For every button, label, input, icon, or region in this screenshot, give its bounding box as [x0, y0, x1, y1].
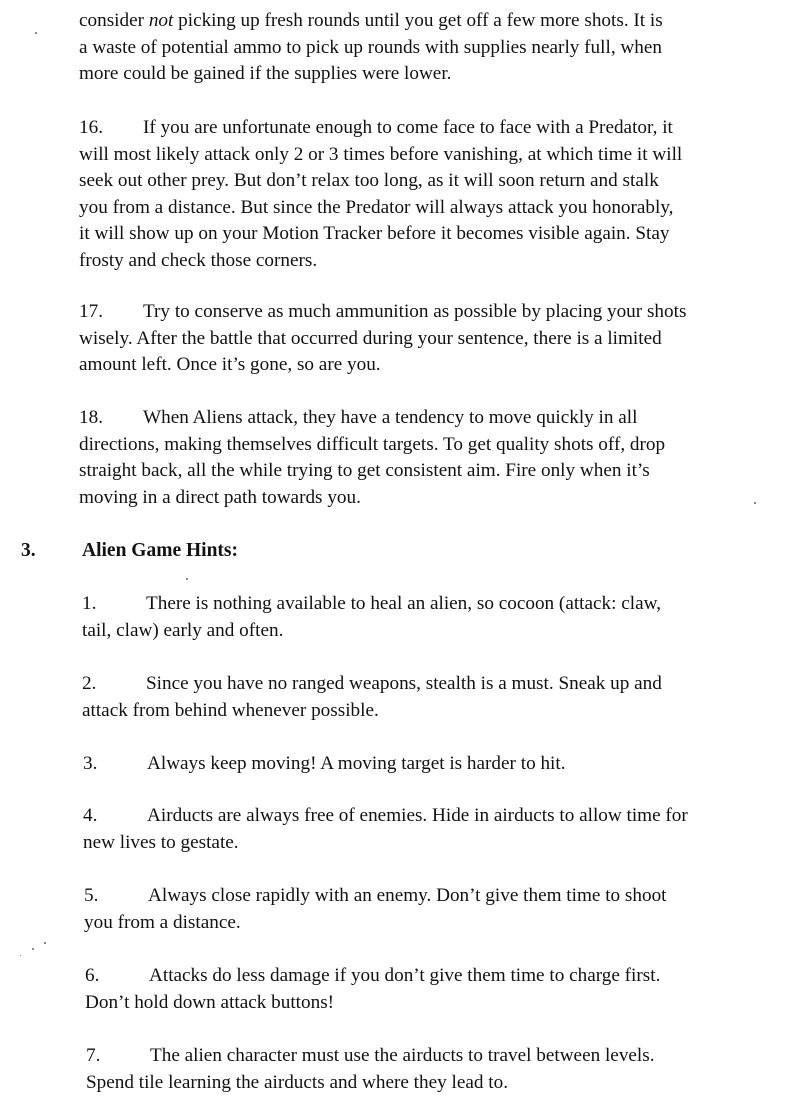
text-line: directions, making themselves difficult targets. To get quality shots off, drop [79, 433, 666, 455]
section-title: Alien Game Hints: [82, 540, 238, 561]
text-line: seek out other prey. But don’t relax too long, as it will soon return and stalk [79, 170, 659, 191]
item-number: 2. [82, 673, 97, 694]
text-line: amount left. Once it’s gone, so are you. [79, 354, 381, 375]
text-line: will most likely attack only 2 or 3 times before vanishing, at which time it will [79, 143, 683, 165]
text-line: 3. Always keep moving! A moving target is harder to hit. [83, 751, 799, 778]
scan-speck [754, 502, 756, 504]
hint-1 [82, 591, 798, 644]
text-line: it will show up on your Motion Tracker before it becomes visible again. Stay [79, 223, 670, 244]
hint-5 [84, 883, 800, 936]
text-line: you from a distance. [84, 911, 241, 933]
text-line: new lives to gestate. [83, 831, 239, 853]
text-line: moving in a direct path towards you. [79, 486, 361, 508]
scan-speck [44, 942, 46, 944]
text-line: wisely. After the battle that occurred during your sentence, there is a limited [79, 327, 662, 349]
emphasis-word: not [148, 10, 174, 31]
text-line: frosty and check those corners. [79, 249, 318, 271]
text-line: attack from behind whenever possible. [82, 699, 379, 721]
text-line: consider not picking up fresh rounds until you get off a few more shots. It is [79, 10, 663, 31]
scan-speck [20, 955, 21, 956]
hint-7 [86, 1043, 800, 1096]
text-line: 18. When Aliens attack, they have a tendency to move quickly in all [79, 405, 795, 432]
item-number: 5. [84, 885, 99, 906]
text-line: Don’t hold down attack buttons! [85, 991, 335, 1013]
hint-2 [82, 671, 798, 724]
text-line: 16. If you are unfortunate enough to come face to face with a Predator, it [79, 115, 795, 142]
item-number: 17. [79, 301, 103, 322]
scan-speck [32, 948, 34, 950]
item-number: 7. [86, 1045, 101, 1066]
text-line: 2. Since you have no ranged weapons, stealth is a must. Sneak up and [82, 671, 798, 698]
text-line: a waste of potential ammo to pick up rounds with supplies nearly full, when [79, 36, 662, 58]
text-line: straight back, all the while trying to get consistent aim. Fire only when it’s [79, 460, 650, 481]
text-line: 4. Airducts are always free of enemies. Hide in airducts to allow time for [83, 803, 799, 830]
item-number: 3. [83, 753, 98, 774]
tip-16 [79, 115, 795, 274]
tip-17 [79, 299, 795, 379]
scan-speck [186, 578, 188, 580]
tip-18 [79, 405, 795, 511]
hint-4 [83, 803, 799, 856]
text-line: more could be gained if the supplies were lower. [79, 63, 452, 84]
item-number: 6. [85, 965, 100, 986]
text-line: 17. Try to conserve as much ammunition as possible by placing your shots [79, 299, 795, 326]
scan-speck [35, 32, 37, 34]
text-line: 1. There is nothing available to heal an alien, so cocoon (attack: claw, [82, 591, 798, 618]
section-number: 3. [21, 540, 36, 561]
text-line: 6. Attacks do less damage if you don’t give them time to charge first. [85, 963, 800, 990]
text-line: 5. Always close rapidly with an enemy. Don’t give them time to shoot [84, 883, 800, 910]
item-number: 4. [83, 805, 98, 826]
text-line: you from a distance. But since the Predator will always attack you honorably, [79, 196, 674, 218]
continuation-paragraph [79, 8, 795, 88]
item-number: 18. [79, 407, 103, 428]
item-number: 1. [82, 593, 97, 614]
hint-3 [83, 751, 799, 778]
text-line: Spend tile learning the airducts and where they lead to. [86, 1071, 508, 1093]
text-line: tail, claw) early and often. [82, 619, 284, 641]
text-line: 7. The alien character must use the airducts to travel between levels. [86, 1043, 800, 1070]
hint-6 [85, 963, 800, 1016]
item-number: 16. [79, 117, 103, 138]
